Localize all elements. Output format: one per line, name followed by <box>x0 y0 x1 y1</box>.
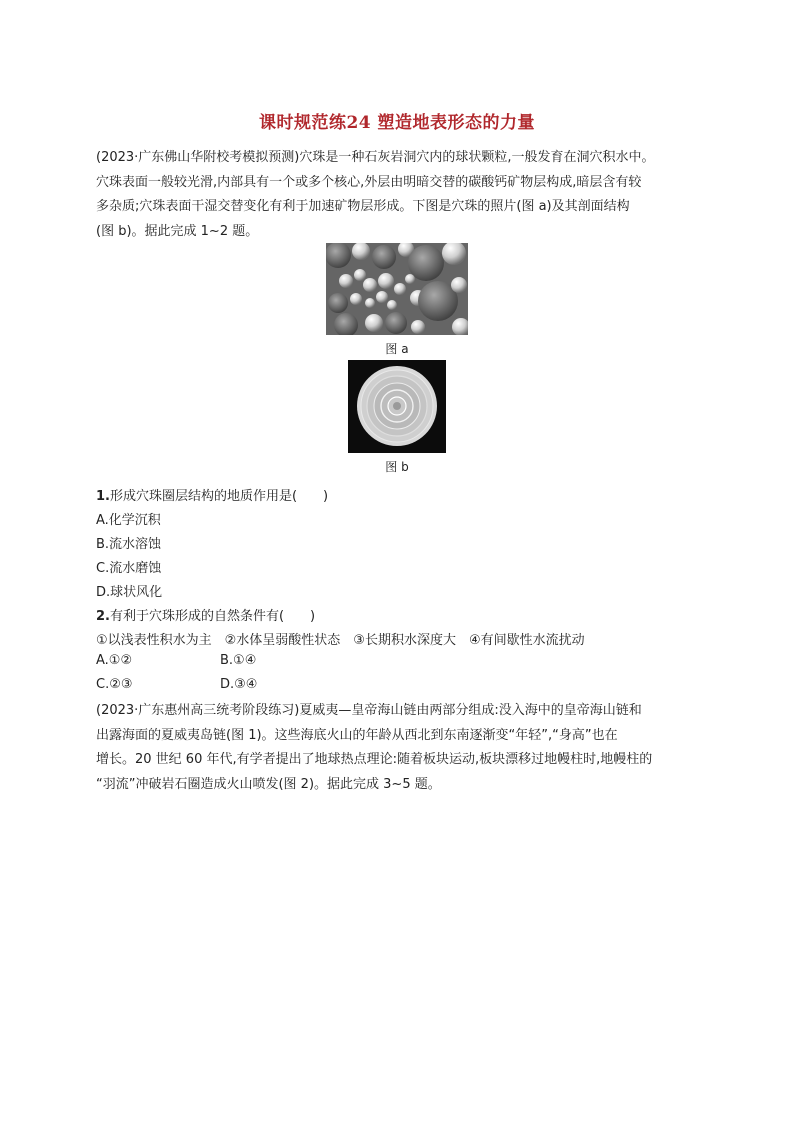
question-1-option-c: C.流水磨蚀 <box>96 561 162 576</box>
question-1-option-d: D.球状风化 <box>96 585 163 600</box>
intro1-line: 多杂质;穴珠表面干湿交替变化有利于加速矿物层形成。下图是穴珠的照片(图 a)及其剖面结构 <box>96 199 630 215</box>
intro2-line: “羽流”冲破岩石圈造成火山喷发(图 2)。据此完成 3~5 题。 <box>96 776 441 792</box>
intro2-line: 增长。20 世纪 60 年代,有学者提出了地球热点理论:随着板块运动,板块漂移过地幔柱时,地幔柱的 <box>96 752 653 768</box>
figure-b-caption: 图 b <box>385 460 409 474</box>
question-2-number: 2. <box>96 609 110 624</box>
question-1-stem: 形成穴珠圈层结构的地质作用是( ) <box>109 489 329 504</box>
question-1-option-a: A.化学沉积 <box>96 513 161 528</box>
page-title: 课时规范练24 塑造地表形态的力量 <box>258 113 536 133</box>
intro1-line: (图 b)。据此完成 1~2 题。 <box>96 223 259 239</box>
question-2-option-d: D.③④ <box>220 677 258 692</box>
question-2-option-a: A.①② <box>96 653 133 668</box>
intro1-line: 穴珠表面一般较光滑,内部具有一个或多个核心,外层由明暗交替的碳酸钙矿物层构成,暗层含有较 <box>96 174 642 190</box>
question-2-stem: 有利于穴珠形成的自然条件有( ) <box>109 609 316 624</box>
question-2-conditions: ①以浅表性积水为主 ②水体呈弱酸性状态 ③长期积水深度大 ④有间歇性水流扰动 <box>96 633 585 648</box>
intro-passage-1 <box>96 146 716 244</box>
question-1-option-b: B.流水溶蚀 <box>96 537 162 552</box>
question-2 <box>96 605 315 624</box>
question-1 <box>96 485 328 504</box>
intro2-line: (2023·广东惠州高三统考阶段练习)夏威夷—皇帝海山链由两部分组成:没入海中的皇帝海山链和 <box>96 703 642 718</box>
cave-pearl-photo <box>326 243 468 335</box>
question-2-option-c: C.②③ <box>96 677 133 692</box>
question-1-number: 1. <box>96 489 110 504</box>
cave-pearl-cross-section <box>348 360 446 453</box>
figure-a-caption: 图 a <box>385 342 409 356</box>
intro2-line: 出露海面的夏威夷岛链(图 1)。这些海底火山的年龄从西北到东南逐渐变“年轻”,“身高”也在 <box>96 727 618 743</box>
intro-passage-2 <box>96 699 716 797</box>
question-2-option-b: B.①④ <box>220 653 257 668</box>
intro1-line: (2023·广东佛山华附校考模拟预测)穴珠是一种石灰岩洞穴内的球状颗粒,一般发育在洞穴积水中。 <box>96 150 655 165</box>
